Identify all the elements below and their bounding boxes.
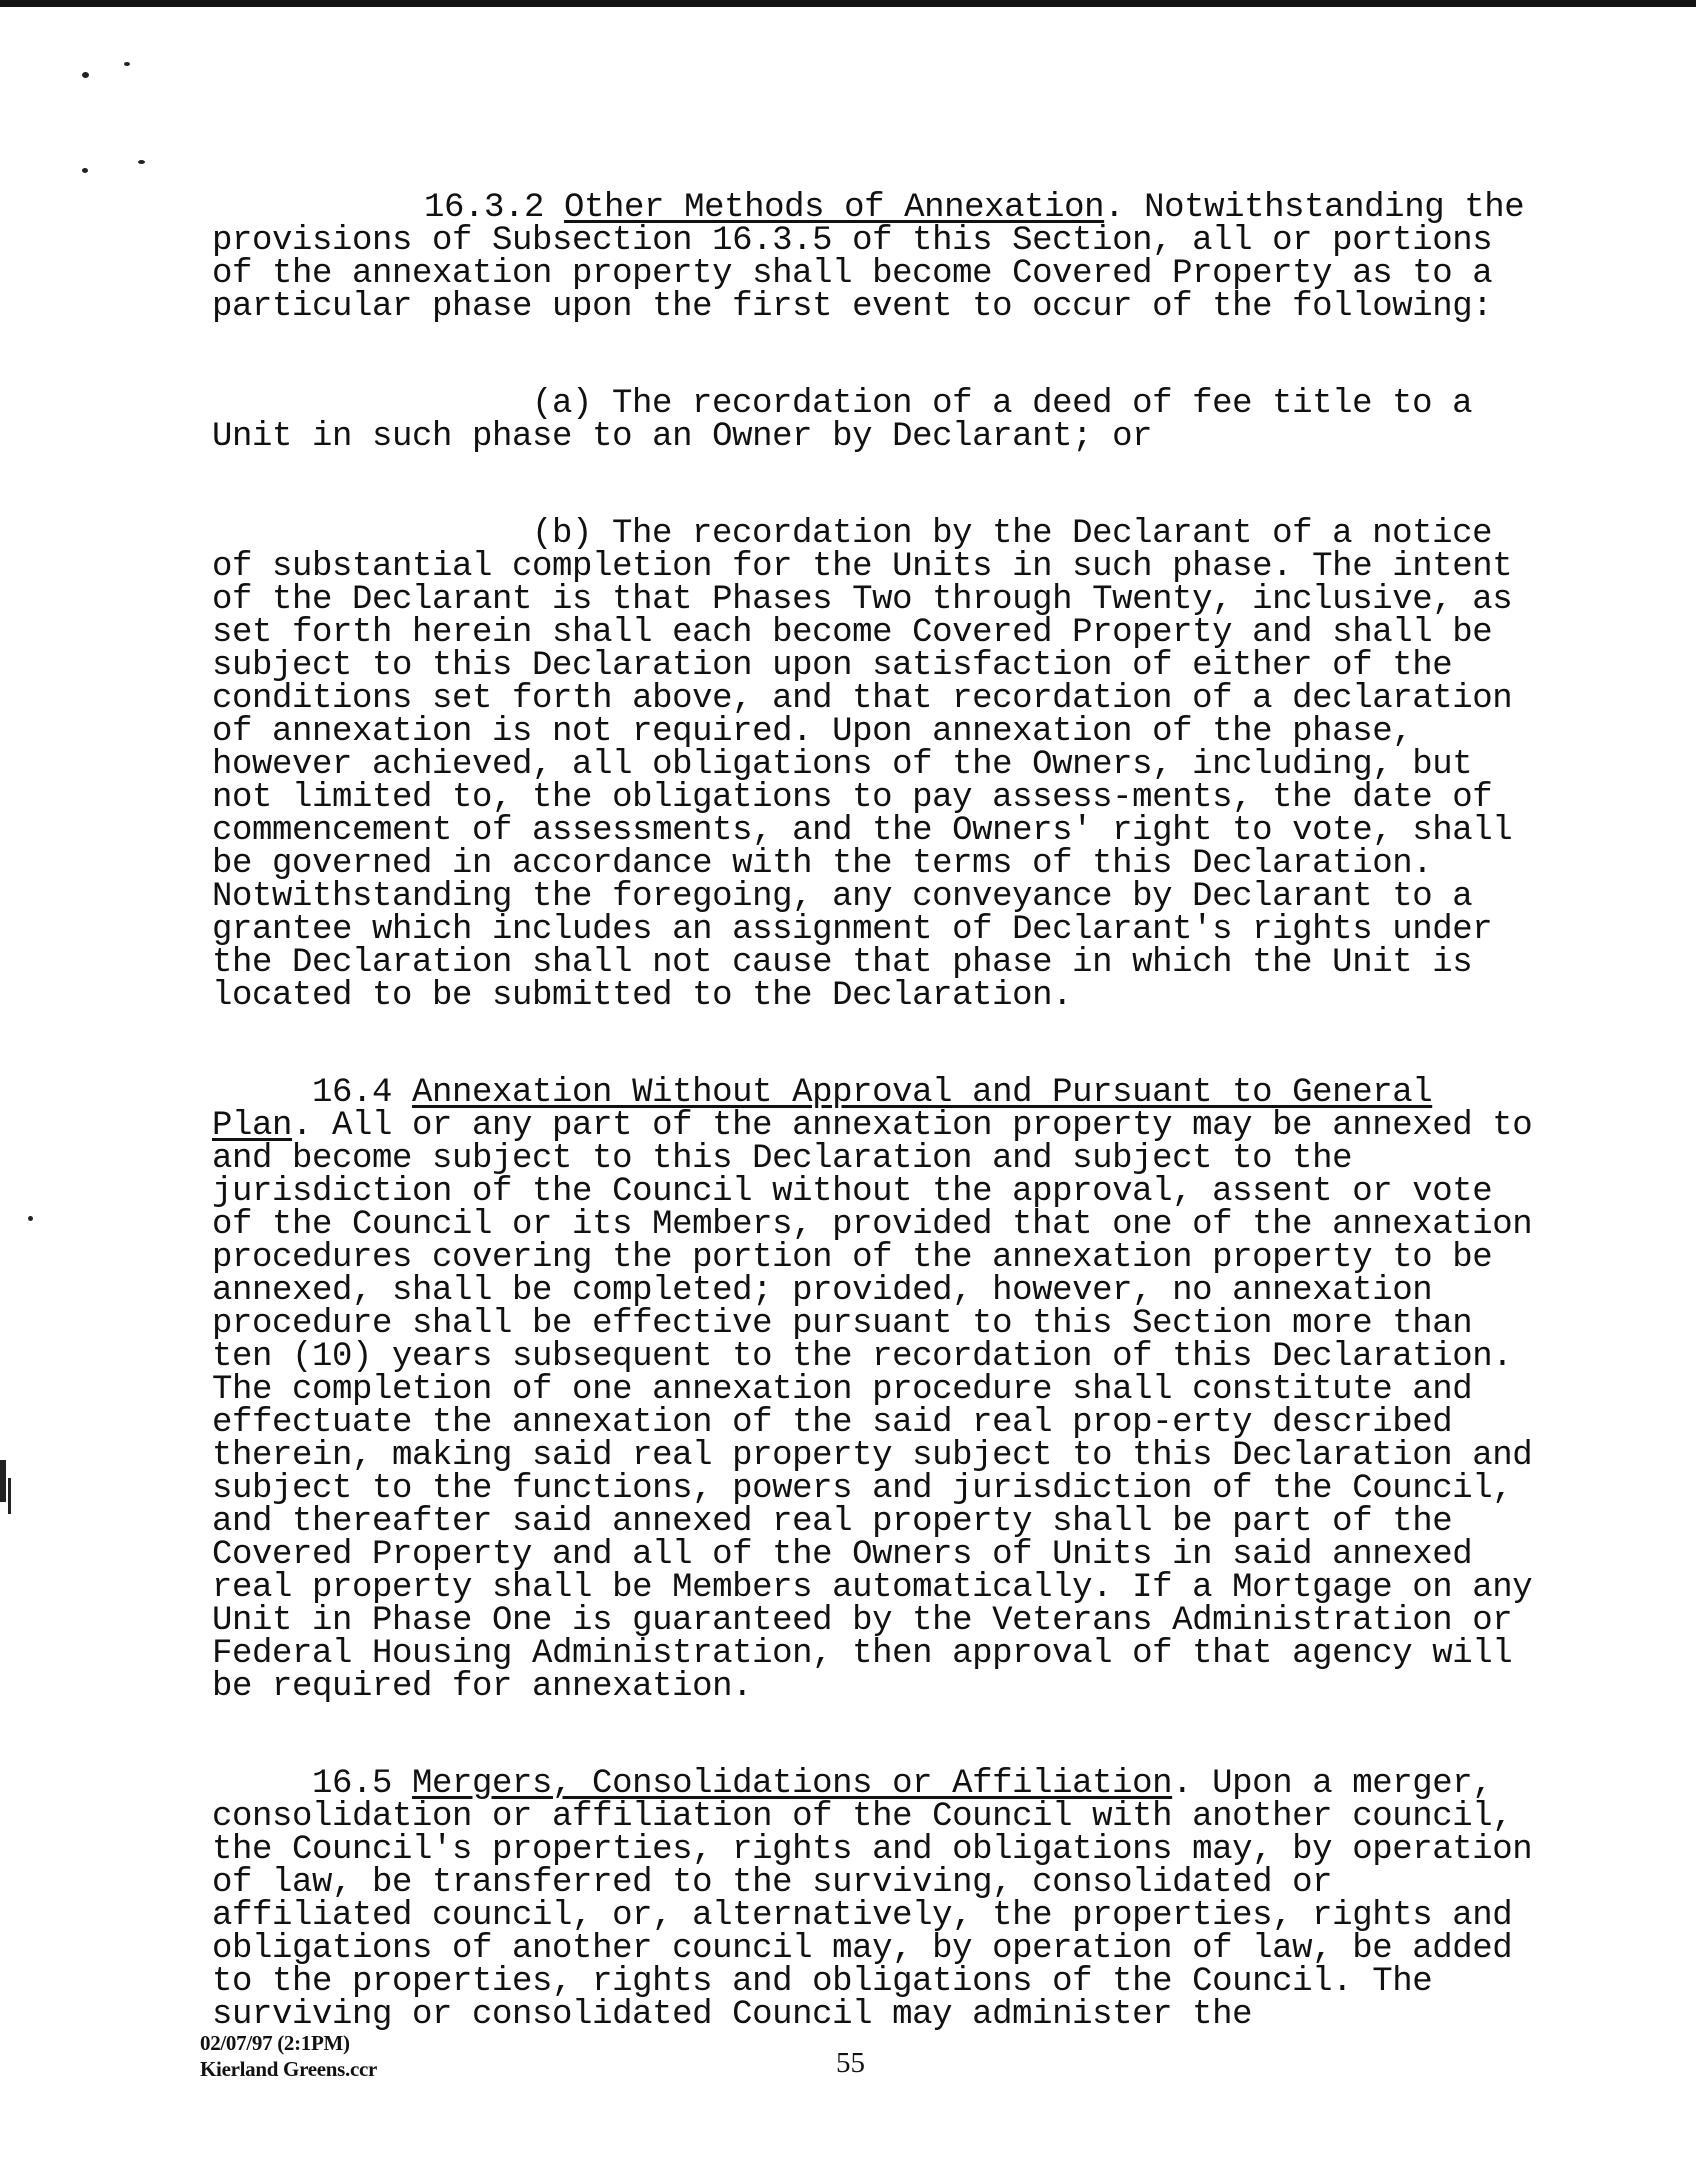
footer-timestamp: 02/07/97 (2:1PM) (200, 2031, 350, 2055)
subsection-label: (b) (532, 515, 593, 553)
section-heading: Other Methods of Annexation (564, 189, 1105, 227)
section-text: . Upon a merger, consolidation or affiliation of the Council with another council, the Council's properties, rights and obligations may, by operation of law, be transferred to the surviving, consolidated or affiliated council, or, alternatively, the properties, rights and obligations of another council may, by operation of law, be added to the properties, rights and obligations of the Council. The surviving or consolidated Council may administer the (212, 1765, 1533, 2034)
scan-edge-mark (0, 1460, 6, 1502)
section-16-4 (212, 1074, 1542, 1706)
section-number: 16.4 (312, 1074, 393, 1112)
scan-speck (82, 168, 88, 173)
section-number: 16.5 (312, 1765, 393, 1803)
scan-top-border (0, 0, 1696, 7)
section-text: . Notwithstanding the provisions of Subsection 16.3.5 of this Section, all or portions of the annexation property shall become Covered Property as to a particular phase upon the first event to occur of the following: (212, 189, 1525, 326)
scan-speck (28, 1216, 33, 1221)
section-16-5 (212, 1765, 1542, 2034)
subsection-b (212, 515, 1542, 1015)
scan-edge-mark (8, 1478, 11, 1514)
scan-speck (82, 72, 89, 78)
subsection-label: (a) (532, 385, 593, 423)
footer-filename: Kierland Greens.ccr (200, 2057, 378, 2081)
scan-speck (138, 160, 145, 164)
section-text: . All or any part of the annexation property may be annexed to and become subject to this Declaration and subject to the jurisdiction of the Council without the approval, assent or vote of the Council or its Members, provided that one of the annexation procedures covering the portion of the annexation property to be annexed, shall be completed; provided, however, no annexation procedure shall be effective pursuant to this Section more than ten (10) years subsequent to the recordation of this Declaration. The completion of one annexation procedure shall constitute and effectuate the annexation of the said real prop-erty described therein, making said real property subject to this Declaration and subject to the functions, powers and jurisdiction of the Council, and thereafter said annexed real property shall be part of the Covered Property and all of the Owners of Units in said annexed real property shall be Members automatically. If a Mortgage on any Unit in Phase One is guaranteed by the Veterans Administration or Federal Housing Administration, then approval of that agency will be required for annexation. (212, 1107, 1533, 1706)
section-heading: Annexation Without Approval and Pursuant to General Plan (212, 1074, 1433, 1145)
page-number: 55 (836, 2047, 865, 2079)
document-body (212, 189, 1542, 2096)
section-number: 16.3.2 (424, 189, 545, 227)
section-16-3-2 (212, 189, 1542, 326)
subsection-text: The recordation by the Declarant of a notice of substantial completion for the Units in such phase. The intent of the Declarant is that Phases Two through Twenty, inclusive, as set forth herein shall each become Covered Property and shall be subject to this Declaration upon satisfaction of either of the conditions set forth above, and that recordation of a declaration of annexation is not required. Upon annexation of the phase, however achieved, all obligations of the Owners, including, but not limited to, the obligations to pay assess-ments, the date of commencement of assessments, and the Owners' right to vote, shall be governed in accordance with the terms of this Declaration. Notwithstanding the foregoing, any conveyance by Declarant to a grantee which includes an assignment of Declarant's rights under the Declaration shall not cause that phase in which the Unit is located to be submitted to the Declaration. (212, 515, 1513, 1015)
subsection-a (212, 385, 1542, 456)
document-footer (200, 2030, 377, 2082)
scan-speck (124, 62, 130, 66)
section-heading: Mergers, Consolidations or Affiliation (412, 1765, 1173, 1803)
subsection-text: The recordation of a deed of fee title to a Unit in such phase to an Owner by Declarant; or (212, 385, 1473, 456)
